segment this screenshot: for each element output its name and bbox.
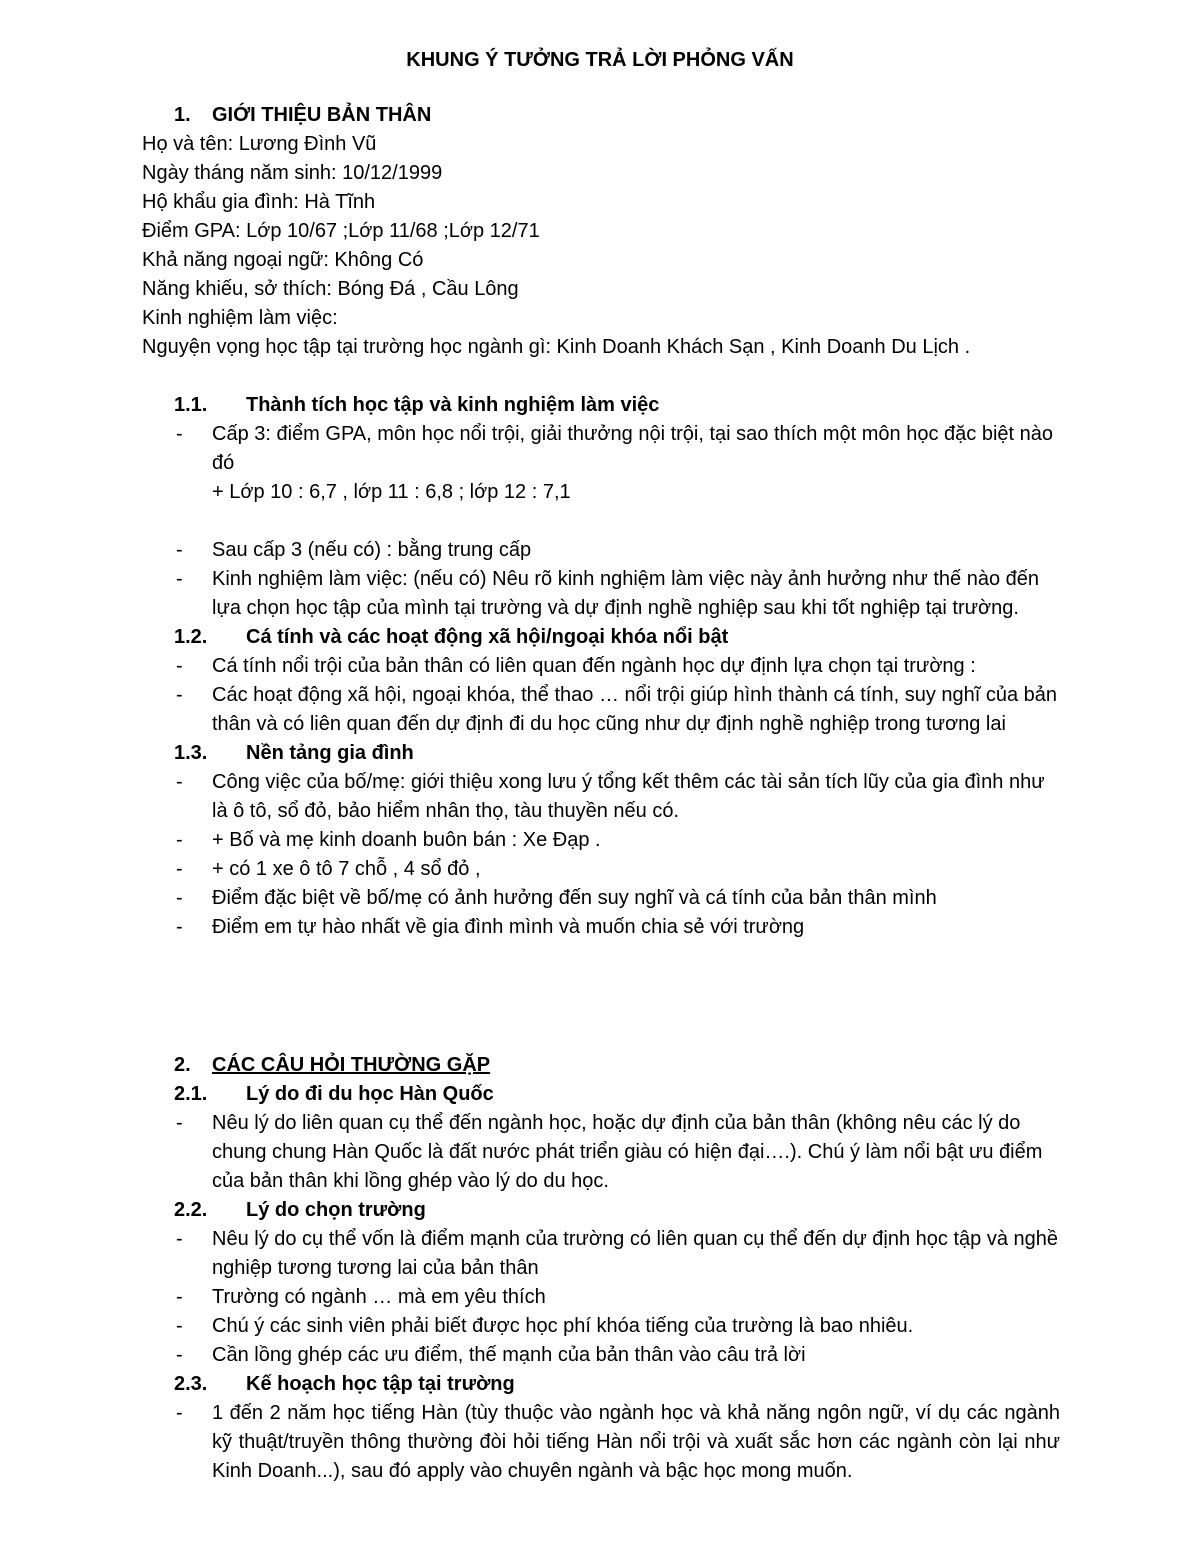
section-1-title: GIỚI THIỆU BẢN THÂN — [212, 104, 432, 126]
info-household: Hộ khẩu gia đình: Hà Tĩnh — [142, 191, 376, 213]
section-1 — [0, 101, 1200, 942]
section-2-title: CÁC CÂU HỎI THƯỜNG GẶP — [212, 1054, 491, 1076]
list-item-text: + Bố và mẹ kinh doanh buôn bán : Xe Đạp . — [212, 829, 601, 851]
list-item-text: Điểm em tự hào nhất về gia đình mình và muốn chia sẻ với trường — [212, 916, 805, 938]
list-item-text: Cấp 3: điểm GPA, môn học nổi trội, giải thưởng nội trội, tại sao thích một môn học đặc biệt nào đó — [212, 423, 1054, 474]
list-item-text: Các hoạt động xã hội, ngoại khóa, thể thao … nổi trội giúp hình thành cá tính, suy nghĩ của bản thân và có liên quan đến dự định đi du học cũng như dự định nghề nghiệp trong tương lai — [212, 684, 1058, 735]
subsection-1-2-number: 1.2. — [174, 626, 208, 648]
list-item-sub: + Lớp 10 : 6,7 , lớp 11 : 6,8 ; lớp 12 : 7,1 — [212, 481, 571, 503]
list-item-text: Nêu lý do cụ thể vốn là điểm mạnh của trường có liên quan cụ thể đến dự định học tập và nghề nghiệp tương tương lai của bản thân — [212, 1228, 1058, 1279]
list-item: - Chú ý các sinh viên phải biết được học phí khóa tiếng của trường là bao nhiêu. — [176, 1315, 914, 1337]
list-item: - 1 đến 2 năm học tiếng Hàn (tùy thuộc vào ngành học và khả năng ngôn ngữ, ví dụ các ngành kỹ thuật/truyền thông thường đòi hỏi tiếng Hàn nổi trội và xuất sắc hơn các ngành còn lại như Kinh Doanh...), sau đó apply vào chuyên ngành và bậc học mong muốn. — [176, 1402, 1060, 1482]
info-experience: Kinh nghiệm làm việc: — [142, 307, 338, 329]
list-item-text: Trường có ngành … mà em yêu thích — [212, 1286, 546, 1308]
list-item: - Sau cấp 3 (nếu có) : bằng trung cấp — [176, 539, 532, 561]
list-item-text: Sau cấp 3 (nếu có) : bằng trung cấp — [212, 539, 532, 561]
list-item: - Cần lồng ghép các ưu điểm, thế mạnh của bản thân vào câu trả lời — [176, 1344, 806, 1366]
list-item-text: Công việc của bố/mẹ: giới thiệu xong lưu ý tổng kết thêm các tài sản tích lũy của gia đình như là ô tô, sổ đỏ, bảo hiểm nhân thọ, tàu thuyền nếu có. — [212, 771, 1045, 822]
section-2-heading — [0, 1051, 1200, 1080]
list-item: - Công việc của bố/mẹ: giới thiệu xong lưu ý tổng kết thêm các tài sản tích lũy của gia đình như là ô tô, sổ đỏ, bảo hiểm nhân thọ, tàu thuyền nếu có. — [176, 771, 1045, 822]
subsection-2-3-heading — [0, 1370, 1200, 1399]
subsection-1-3-number: 1.3. — [174, 742, 208, 764]
subsection-1-1-number: 1.1. — [174, 394, 208, 416]
list-item: - + có 1 xe ô tô 7 chỗ , 4 sổ đỏ , — [176, 858, 481, 880]
subsection-1-3-heading — [0, 739, 1200, 768]
info-gpa: Điểm GPA: Lớp 10/67 ;Lớp 11/68 ;Lớp 12/71 — [142, 220, 540, 242]
info-birth-date: Ngày tháng năm sinh: 10/12/1999 — [142, 162, 443, 184]
list-item-text: + có 1 xe ô tô 7 chỗ , 4 sổ đỏ , — [212, 858, 481, 880]
list-item: - Nêu lý do liên quan cụ thể đến ngành học, hoặc dự định của bản thân (không nêu các lý do chung chung Hàn Quốc là đất nước phát triển giàu có hiện đại….). Chú ý làm nổi bật ưu điểm của bản thân khi lồng ghép vào lý do du học. — [176, 1112, 1043, 1192]
list-item-text: Cá tính nổi trội của bản thân có liên quan đến ngành học dự định lựa chọn tại trường : — [212, 655, 976, 677]
section-2 — [0, 1051, 1200, 1486]
info-hobbies: Năng khiếu, sở thích: Bóng Đá , Cầu Lông — [142, 278, 519, 300]
list-item-text: Cần lồng ghép các ưu điểm, thế mạnh của bản thân vào câu trả lời — [212, 1344, 806, 1366]
list-item: - + Bố và mẹ kinh doanh buôn bán : Xe Đạp . — [176, 829, 601, 851]
subsection-2-1-heading — [0, 1080, 1200, 1109]
subsection-2-2-title: Lý do chọn trường — [246, 1199, 426, 1221]
subsection-2-1-number: 2.1. — [174, 1083, 208, 1105]
list-item-text: Chú ý các sinh viên phải biết được học phí khóa tiếng của trường là bao nhiêu. — [212, 1315, 914, 1337]
subsection-1-2-title: Cá tính và các hoạt động xã hội/ngoại khóa nổi bật — [246, 626, 729, 648]
list-item: - Điểm em tự hào nhất về gia đình mình và muốn chia sẻ với trường — [176, 916, 805, 938]
subsection-1-1-title: Thành tích học tập và kinh nghiệm làm việc — [246, 394, 660, 416]
subsection-2-3-number: 2.3. — [174, 1373, 208, 1395]
info-full-name: Họ và tên: Lương Đình Vũ — [142, 133, 377, 155]
subsection-2-2-heading — [0, 1196, 1200, 1225]
subsection-2-2-number: 2.2. — [174, 1199, 208, 1221]
subsection-1-2-heading — [0, 623, 1200, 652]
info-aspiration: Nguyện vọng học tập tại trường học ngành gì: Kinh Doanh Khách Sạn , Kinh Doanh Du Lịch . — [142, 336, 971, 358]
list-item: - Cá tính nổi trội của bản thân có liên quan đến ngành học dự định lựa chọn tại trường : — [176, 655, 976, 677]
subsection-1-3-title: Nền tảng gia đình — [246, 742, 414, 764]
subsection-2-1-title: Lý do đi du học Hàn Quốc — [246, 1083, 494, 1105]
subsection-1-1-heading — [0, 391, 1200, 420]
section-1-number: 1. — [174, 104, 191, 126]
list-item: - Trường có ngành … mà em yêu thích — [176, 1286, 546, 1308]
page-title: KHUNG Ý TƯỞNG TRẢ LỜI PHỎNG VẤN — [406, 49, 794, 71]
list-item-text: 1 đến 2 năm học tiếng Hàn (tùy thuộc vào ngành học và khả năng ngôn ngữ, ví dụ các ngành kỹ thuật/truyền thông thường đòi hỏi tiếng Hàn nổi trội và xuất sắc hơn các ngành còn lại như Kinh Doanh...), sau đó apply vào chuyên ngành và bậc học mong muốn. — [212, 1402, 1060, 1482]
list-item: - Nêu lý do cụ thể vốn là điểm mạnh của trường có liên quan cụ thể đến dự định học tập và nghề nghiệp tương tương lai của bản thân — [176, 1228, 1058, 1279]
info-language: Khả năng ngoại ngữ: Không Có — [142, 249, 424, 271]
subsection-2-3-title: Kế hoạch học tập tại trường — [246, 1373, 515, 1395]
section-1-heading — [0, 101, 1200, 130]
section-2-number: 2. — [174, 1054, 191, 1076]
list-item: - Cấp 3: điểm GPA, môn học nổi trội, giải thưởng nội trội, tại sao thích một môn học đặc biệt nào đó — [176, 423, 1054, 474]
list-item-text: Kinh nghiệm làm việc: (nếu có) Nêu rõ kinh nghiệm làm việc này ảnh hưởng như thế nào đến lựa chọn học tập của mình tại trường và dự định nghề nghiệp sau khi tốt nghiệp tại trường. — [212, 568, 1040, 619]
list-item: - Kinh nghiệm làm việc: (nếu có) Nêu rõ kinh nghiệm làm việc này ảnh hưởng như thế nào đến lựa chọn học tập của mình tại trường và dự định nghề nghiệp sau khi tốt nghiệp tại trường. — [176, 568, 1040, 619]
list-item-text: Nêu lý do liên quan cụ thể đến ngành học, hoặc dự định của bản thân (không nêu các lý do chung chung Hàn Quốc là đất nước phát triển giàu có hiện đại….). Chú ý làm nổi bật ưu điểm của bản thân khi lồng ghép vào lý do du học. — [212, 1112, 1043, 1192]
list-item: - Điểm đặc biệt về bố/mẹ có ảnh hưởng đến suy nghĩ và cá tính của bản thân mình — [176, 887, 937, 909]
list-item-text: Điểm đặc biệt về bố/mẹ có ảnh hưởng đến suy nghĩ và cá tính của bản thân mình — [212, 887, 937, 909]
list-item: - Các hoạt động xã hội, ngoại khóa, thể thao … nổi trội giúp hình thành cá tính, suy nghĩ của bản thân và có liên quan đến dự định đi du học cũng như dự định nghề nghiệp trong tương lai — [176, 684, 1058, 735]
